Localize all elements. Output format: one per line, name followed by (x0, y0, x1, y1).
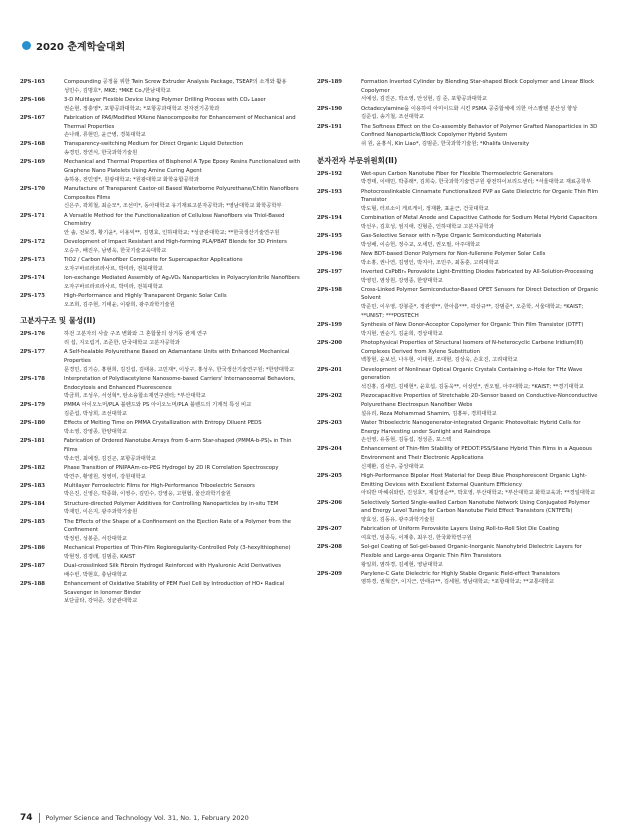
entry-authors: 오조희, 김주현, 기태윤, 이광희, 광주과학기술원 (64, 301, 175, 308)
abstract-entry (317, 472, 599, 498)
entry-title: High-Performance and Highly Transparent Organic Solar Cells (64, 292, 227, 299)
entry-authors: 박소연, 최예정, 김진곤, 포항공과대학교 (64, 455, 156, 462)
abstract-entry (20, 375, 302, 401)
right-top-list (317, 78, 599, 149)
entry-authors: 박영민, 염상원, 강영종, 한양대학교 (361, 277, 443, 284)
entry-title: The Effects of the Shape of a Confinement on the Ejection Rate of a Polymer from the Confinement (64, 518, 292, 534)
left-top-list (20, 78, 302, 309)
entry-authors: 석진홍, 김세민, 김태현*, 윤호섭, 김동욱**, 이상민*, 권오필, 아주대학교; *KAIST; **경기대학교 (361, 384, 584, 390)
entry-authors: 보단굽타, 강덕준, 성균관대학교 (64, 598, 138, 605)
entry-title: Octadecylamine을 이용하여 아미이드화 시킨 PSMA 공중합체에 의한 아스팔텐 분산성 향상 (361, 105, 578, 112)
entry-code: 2PS-199 (317, 322, 342, 329)
entry-body (64, 330, 302, 347)
entry-title: Enhancement of Thin-film Stability of PEDOT:PSS/Silane Hybrid Thin Films in a Aqueous Environment and Their Electronic Applications (361, 446, 592, 462)
entry-title: Formation Inverted Cylinder by Blending Star-shaped Block Copolymer and Linear Block Copolymer (361, 79, 595, 94)
entry-authors: 성민수, 김명호*, MKE; *MKE Co./한남대학교 (64, 87, 171, 94)
abstract-entry (317, 543, 599, 569)
entry-authors: 여효연, 임종득, 이재충, 최우진, 한국화학연구원 (361, 534, 472, 541)
abstract-entry (317, 250, 599, 267)
entry-title: Piezocapacitive Properties of Stretchable 2D-Sensor based on Conductive-Nonconductive Polyurethane Electrospun Nanofiber Webs (361, 393, 598, 408)
entry-body (64, 580, 302, 606)
entry-code: 2PS-186 (20, 545, 45, 552)
entry-authors: 신은주, 곽희철, 최순모*, 조선미*, 동아대학교 유기재료고분자공학과; *영남대학교 화학공학부 (64, 203, 282, 210)
entry-title: Phase Transition of PNIPAAm-co-PEG Hydrogel by 2D IR Correlation Spectroscopy (64, 464, 279, 471)
entry-title: Ion-exchange Mediated Assembly of Ag₃VO₄ Nanoparticles in Polyacrylonitrile Nanofibers (64, 274, 300, 281)
abstract-entry (20, 562, 302, 579)
abstract-entry (20, 158, 302, 184)
entry-code: 2PS-200 (317, 339, 342, 346)
header-title: 2020 춘계학술대회 (36, 42, 126, 53)
page-number: 74 (20, 813, 33, 823)
entry-body (64, 292, 302, 309)
entry-title: PMMA 아이오노머/PLA 블렌드와 PS 아이오노머/PLA 블렌드의 기계적 특성 비교 (64, 402, 252, 409)
entry-code: 2PS-172 (20, 239, 45, 246)
entry-title: Transparency-switching Medium for Direct Organic Liquid Detection (64, 141, 243, 148)
entry-authors: 김준섭, 박성희, 조선대학교 (64, 411, 128, 418)
entry-body (64, 238, 302, 255)
entry-authors: 박성배, 이승헌, 정수교, 오세민, 권오필, 아주대학교 (361, 241, 481, 248)
entry-body (361, 525, 599, 542)
entry-authors: 오자구바르라르라사르, 박미라, 전북대학교 (64, 283, 163, 290)
entry-body (64, 401, 302, 418)
entry-authors: 손나래, 류현민, 윤근병, 경북대학교 (64, 132, 146, 139)
entry-title: Cross-Linked Polymer Semiconductor-Based OFET Sensors for Direct Detection of Organic Solvent (361, 286, 599, 302)
entry-authors: 설유리, Reza Mohammad Shamim, 김홍두, 경희대학교 (361, 410, 497, 417)
abstract-entry (317, 214, 599, 231)
entry-code: 2PS-193 (317, 188, 342, 195)
entry-authors: 권순현, 정충영*, 포항공과대학교; *포항공과대학교 전자전기공학과 (64, 105, 220, 112)
abstract-entry (20, 500, 302, 517)
entry-authors: 송경민, 장연식, 한국과학기술원 (64, 150, 138, 157)
entry-code: 2PS-192 (317, 170, 342, 177)
entry-code: 2PS-209 (317, 570, 342, 577)
abstract-entry (317, 78, 599, 104)
abstract-entry (20, 482, 302, 499)
entry-authors: 아티반 마헤쉬와란, 진성호*, 제갈영순**, 박호영, 부산대학교; *부산대학교 화학교육과; **경일대학교 (361, 490, 596, 497)
abstract-entry (20, 256, 302, 273)
entry-title: Development of Nonlinear Optical Organic Crystals Containing o-Hole for THz Wave generation (361, 366, 583, 382)
entry-body (64, 482, 302, 499)
entry-code: 2PS-179 (20, 402, 45, 409)
circle-bullet-icon (22, 41, 31, 50)
entry-title: A Self-healable Polyurethane Based on Adamantane Units with Enhanced Mechanical Properties (64, 349, 290, 364)
entry-body (64, 419, 302, 436)
right-column (317, 78, 599, 588)
abstract-entry (317, 570, 599, 587)
entry-authors: 박금희, 조성우, 서성혁*, 탄소융합소재연구센터; *부산대학교 (64, 393, 206, 400)
entry-body (361, 472, 599, 498)
entry-authors: 배수빈, 박현호, 충남대학교 (64, 571, 128, 578)
entry-code: 2PS-171 (20, 212, 45, 219)
entry-body (64, 375, 302, 401)
abstract-entry (20, 330, 302, 347)
right-bottom-list (317, 170, 599, 588)
entry-code: 2PS-203 (317, 419, 342, 426)
entry-code: 2PS-189 (317, 79, 342, 85)
entry-authors: 박선우, 김호성, 엄지애, 진형준, 인하대학교 고분자공학과 (361, 223, 494, 230)
entry-authors: 왕일희, 염하경, 김세현, 영남대학교 (361, 561, 443, 568)
entry-body (361, 499, 599, 525)
abstract-entry (20, 78, 302, 95)
entry-body (64, 500, 302, 517)
entry-code: 2PS-206 (317, 499, 342, 506)
entry-authors: 신재환, 김선주, 중앙대학교 (361, 463, 425, 470)
entry-code: 2PS-201 (317, 366, 342, 373)
entry-authors: 김준섭, 송기철, 조선대학교 (361, 114, 425, 121)
entry-body (64, 544, 302, 561)
entry-code: 2PS-197 (317, 268, 342, 275)
entry-body (64, 256, 302, 273)
entry-body (64, 464, 302, 481)
abstract-entry (20, 292, 302, 309)
abstract-entry (20, 238, 302, 255)
entry-title: Manufacture of Transparent Castor-oil Based Waterborne Polyurethane/Chitin Nanofibers Composites Films (64, 185, 299, 201)
journal-info: Polymer Science and Technology Vol. 31, No. 1, February 2020 (45, 814, 249, 822)
entry-body (64, 212, 302, 238)
entry-code: 2PS-185 (20, 518, 45, 525)
entry-authors: 쉬 원, 윤홍식, Kin Liao*, 김범준, 한국과학기술원; *Khalifa University (361, 140, 530, 147)
abstract-entry (317, 366, 599, 392)
entry-title: TiO2 / Carbon Nanofiber Composite for Supercapacitor Applications (64, 257, 243, 264)
entry-body (64, 274, 302, 291)
entry-body (64, 518, 302, 544)
entry-authors: 염하경, 권혁진*, 이지근, 안태규**, 김세현, 영남대학교; *포항대학교; **교통대학교 (361, 579, 555, 586)
entry-code: 2PS-194 (317, 215, 342, 222)
entry-body (64, 437, 302, 463)
entry-code: 2PS-166 (20, 96, 45, 103)
entry-authors: 박준민, 이우영, 강봉준*, 정관영**, 한아름***, 곽상규**, 강범준*, 오준학, 서울대학교; *KAIST; **UNIST; ***POSTECH (361, 304, 584, 319)
entry-body (361, 392, 599, 418)
entry-title: Selectively Sorted Single-walled Carbon Nanotube Network Using Conjugated Polymer and Energy Level Tuning for Carbon Nanotube Field Effect Transistors (CNTFETs) (361, 499, 590, 515)
entry-title: Inverted CsPbBr₃ Perovskite Light-Emitting Diodes Fabricated by All-Solution-Processing (361, 268, 594, 275)
entry-title: Interpretation of Polydiacetylene Nanosome-based Carriers' Internanosomal Behaviors, Endocytosis and Enhanced Fluorescence (64, 375, 296, 391)
abstract-entry (20, 96, 302, 113)
entry-code: 2PS-169 (20, 159, 45, 166)
entry-title: Effects of Melting Time on PMMA Crystallization with Entropy Diluent PEDS (64, 420, 262, 427)
abstract-entry (317, 392, 599, 418)
entry-title: Fabrication of Uniform Perovskite Layers Using Roll-to-Roll Slot Die Coating (361, 526, 560, 533)
entry-code: 2PS-173 (20, 257, 45, 264)
entry-title: Gas-Selective Sensor with n-Type Organic Semiconducting Materials (361, 233, 542, 240)
entry-title: Mechanical and Thermal Properties of Bisphenol A Type Epoxy Resins Functionalized with Graphene Nano Platelets Using Amine Curing Agent (64, 159, 301, 175)
entry-body (64, 185, 302, 211)
entry-body (361, 188, 599, 214)
entry-authors: 박재민, 이은지, 광주과학기술원 (64, 509, 138, 516)
abstract-entry (317, 445, 599, 471)
entry-code: 2PS-187 (20, 563, 45, 570)
entry-code: 2PS-198 (317, 286, 342, 293)
entry-title: High-Performance Bipolar Host Material for Deep Blue Phosphorescent Organic Light-Emitting Devices with Excellent External Quantum Efficiency (361, 473, 587, 488)
entry-authors: 리 섭, 지오림거, 조준한, 단국대학교 고분자공학과 (64, 339, 180, 346)
entry-code: 2PS-178 (20, 375, 45, 382)
entry-authors: 박연주, 황영원, 정영미, 강원대학교 (64, 473, 146, 480)
abstract-entry (317, 268, 599, 285)
entry-authors: 박소홍, 권나연, 김영인, 박지아, 조민주, 최동훈, 고려대학교 (361, 259, 499, 266)
entry-body (64, 114, 302, 140)
abstract-entry (317, 105, 599, 122)
entry-body (361, 232, 599, 249)
entry-code: 2PS-188 (20, 580, 45, 587)
abstract-entry (20, 274, 302, 291)
entry-body (361, 170, 599, 187)
entry-title: Synthesis of New Donor-Acceptor Copolymer for Organic Thin Film Transistor (OTFT) (361, 322, 584, 329)
entry-code: 2PS-195 (317, 233, 342, 240)
entry-title: New BDT-based Donor Polymers for Non-fullerene Polymer Solar Cells (361, 250, 546, 257)
entry-authors: 안 솔, 전보경, 황기윤*, 이용익**, 김명효, 인하대학교; *성균관대학교; **한국생산기술연구원 (64, 229, 280, 236)
entry-body (361, 214, 599, 231)
entry-title: 하전 고분자의 사슬 구조 변화와 그 혼합물의 상거동 관계 연구 (64, 331, 208, 338)
abstract-entry (317, 188, 599, 214)
section-heading: 분자전자 부문위원회(II) (317, 155, 398, 165)
entry-body (64, 78, 302, 95)
entry-code: 2PS-184 (20, 500, 45, 507)
entry-code: 2PS-190 (317, 105, 342, 112)
entry-code: 2PS-167 (20, 114, 45, 121)
abstract-entry (20, 401, 302, 418)
entry-title: A Versatile Method for the Functionalization of Cellulose Nanofibers via Thiol-Based Chemistry (64, 212, 285, 228)
entry-code: 2PS-174 (20, 274, 45, 281)
entry-body (361, 78, 599, 104)
abstract-entry (20, 464, 302, 481)
abstract-entry (317, 286, 599, 321)
entry-title: Structure-directed Polymer Additives for Controlling Nanoparticles by in-situ TEM (64, 500, 279, 507)
entry-body (361, 570, 599, 587)
entry-body (64, 140, 302, 157)
abstract-entry (317, 321, 599, 338)
entry-code: 2PS-182 (20, 464, 45, 471)
entry-authors: 박정빈, 성봉준, 서강대학교 (64, 535, 128, 542)
abstract-entry (20, 437, 302, 463)
entry-title: Parylene-C Gate Dielectric for Highly Stable Organic Field-effect Transistors (361, 570, 560, 577)
entry-title: Water Triboelectric Nanogenerator-integrated Organic Photovoltaic Hybrid Cells for Energy Harvesting under Sunlight and Raindrops (361, 419, 581, 435)
entry-code: 2PS-181 (20, 438, 45, 445)
abstract-entry (317, 419, 599, 445)
entry-title: Combination of Metal Anode and Capacitive Cathode for Sodium Metal Hybrid Capacitors (361, 215, 598, 222)
entry-title: Photocrosslinkable Cinnamate Functionalized PVP as Gate Dielectric for Organic Thin Film Transistor (361, 188, 599, 204)
entry-code: 2PS-177 (20, 349, 45, 356)
entry-authors: 손선영, 유동현, 김동섭, 정성준, 포스텍 (361, 437, 452, 444)
entry-body (361, 268, 599, 285)
entry-title: 3-D Multilayer Flexible Device Using Polymer Drilling Process with CO₂ Laser (64, 96, 266, 103)
entry-body (64, 158, 302, 184)
entry-authors: 오자구바르라르라사르, 박미라, 전북대학교 (64, 265, 163, 272)
entry-body (64, 348, 302, 374)
entry-code: 2PS-176 (20, 331, 45, 338)
entry-authors: 양효성, 김동유, 광주과학기술원 (361, 517, 435, 524)
entry-code: 2PS-196 (317, 250, 342, 257)
entry-body (361, 250, 599, 267)
abstract-entry (317, 339, 599, 365)
section-heading: 고분자구조 및 물성(II) (20, 316, 96, 326)
entry-body (361, 543, 599, 569)
entry-authors: 박도형, 터르소이 게르게이, 정재환, 표윤근, 건국대학교 (361, 205, 489, 212)
entry-authors: 문경민, 김기승, 홍현희, 김진섭, 김태용, 고민재*, 이상구, 홍성우, 한국생산기술연구원; *한양대학교 (64, 366, 295, 373)
entry-authors: 박지현, 권순기, 김윤희, 경상대학교 (361, 330, 443, 337)
page-header (22, 38, 125, 53)
entry-code: 2PS-191 (317, 123, 342, 130)
abstract-entry (317, 123, 599, 149)
abstract-entry (20, 419, 302, 436)
abstract-entry (20, 580, 302, 606)
entry-code: 2PS-175 (20, 292, 45, 299)
entry-body (361, 123, 599, 149)
page-footer (20, 813, 249, 823)
abstract-entry (317, 170, 599, 187)
entry-body (361, 321, 599, 338)
abstract-entry (20, 212, 302, 238)
entry-title: Fabrication of PA6/Modified MXene Nanocomposite for Enhancement of Mechanical and Thermal Properties (64, 114, 296, 130)
entry-code: 2PS-183 (20, 482, 45, 489)
left-bottom-list (20, 330, 302, 606)
entry-authors: 박은진, 신영은, 박종화, 이영수, 김민수, 강영웅, 고현협, 울산과학기술원 (64, 491, 231, 498)
entry-title: Development of Impact Resistant and High-forming PLA/PBAT Blends for 3D Printers (64, 239, 287, 246)
entry-body (361, 105, 599, 122)
entry-code: 2PS-205 (317, 473, 342, 480)
entry-title: Fabrication of Ordered Nanotube Arrays from 6-arm Star-shaped (PMMA-b-PS)₆ in Thin Films (64, 438, 292, 453)
entry-body (64, 96, 302, 113)
entry-body (361, 286, 599, 321)
left-column (20, 78, 302, 607)
entry-body (361, 419, 599, 445)
entry-authors: 백창현, 윤보선, 나우현, 이대현, 조대현, 김상욱, 손호진, 고려대학교 (361, 357, 518, 364)
entry-authors: 박소영, 강영종, 한양대학교 (64, 429, 128, 436)
abstract-entry (20, 544, 302, 561)
entry-title: Compounding 공정을 위한 Twin Screw Extruder Analysis Package, TSEAP의 소개와 활용 (64, 79, 287, 85)
abstract-entry (317, 232, 599, 249)
entry-code: 2PS-202 (317, 393, 342, 400)
abstract-entry (20, 114, 302, 140)
abstract-entry (317, 525, 599, 542)
entry-code: 2PS-165 (20, 79, 45, 85)
entry-authors: 송하용, 전민영*, 원광대학교; *원광대학교 화학융합공학과 (64, 176, 199, 183)
entry-body (361, 445, 599, 471)
abstract-entry (317, 499, 599, 525)
entry-code: 2PS-204 (317, 446, 342, 453)
entry-code: 2PS-207 (317, 526, 342, 533)
entry-body (64, 562, 302, 579)
entry-title: Photophysical Properties of Structural Isomers of N-heterocyclic Carbene Iridium(III) Complexes Derived from Xylene Substitution (361, 339, 584, 355)
entry-body (361, 366, 599, 392)
entry-title: The Softness Effect on the Co-assembly Behavior of Polymer Grafted Nanoparticles in 3D Confined Nanoparticle/Block Copolymer Hybrid System (361, 123, 598, 139)
abstract-entry (20, 518, 302, 544)
entry-code: 2PS-180 (20, 420, 45, 427)
entry-title: Multilayer Ferroelectric Films for High-Performance Triboelectric Sensors (64, 482, 255, 489)
entry-authors: 오승주, 배진우, 남병욱, 한국기술교육대학교 (64, 247, 167, 254)
entry-authors: 박경태, 이태민, 박종래*, 김희숙, 한국과학기술연구원 광전하이브리드센터; *서울대학교 재료공학부 (361, 179, 592, 186)
abstract-entry (20, 140, 302, 157)
entry-code: 2PS-170 (20, 185, 45, 192)
divider (39, 813, 40, 823)
entry-title: Sol-gel Coating of Sol-gel-based Organic-Inorganic Nanohybrid Dielectric Layers for Flexible and Large-area Organic Thin Film Transistors (361, 544, 582, 559)
entry-title: Mechanical Properties of Thin-Film Regioregularity-Controlled Poly (3-hexylthiophene) (64, 545, 291, 552)
abstract-entry (20, 185, 302, 211)
abstract-entry (20, 348, 302, 374)
entry-authors: 서예성, 김진곤, 박소영, 안성현, 김 준, 포항공과대학교 (361, 96, 487, 103)
entry-title: Wet-spun Carbon Nanotube Fiber for Flexible Thermoelectric Generators (361, 170, 553, 177)
entry-code: 2PS-168 (20, 141, 45, 148)
entry-title: Dual-crosslinked Silk Fibroin Hydrogel Reinforced with Hyaluronic Acid Derivatives (64, 563, 281, 570)
entry-code: 2PS-208 (317, 544, 342, 551)
entry-title: Enhancement of Oxidative Stability of PEM Fuel Cell by Introduction of HO• Radical Scavenger in Ionomer Binder (64, 580, 285, 596)
entry-authors: 박현정, 김경래, 김범준, KAIST (64, 553, 136, 560)
entry-body (361, 339, 599, 365)
